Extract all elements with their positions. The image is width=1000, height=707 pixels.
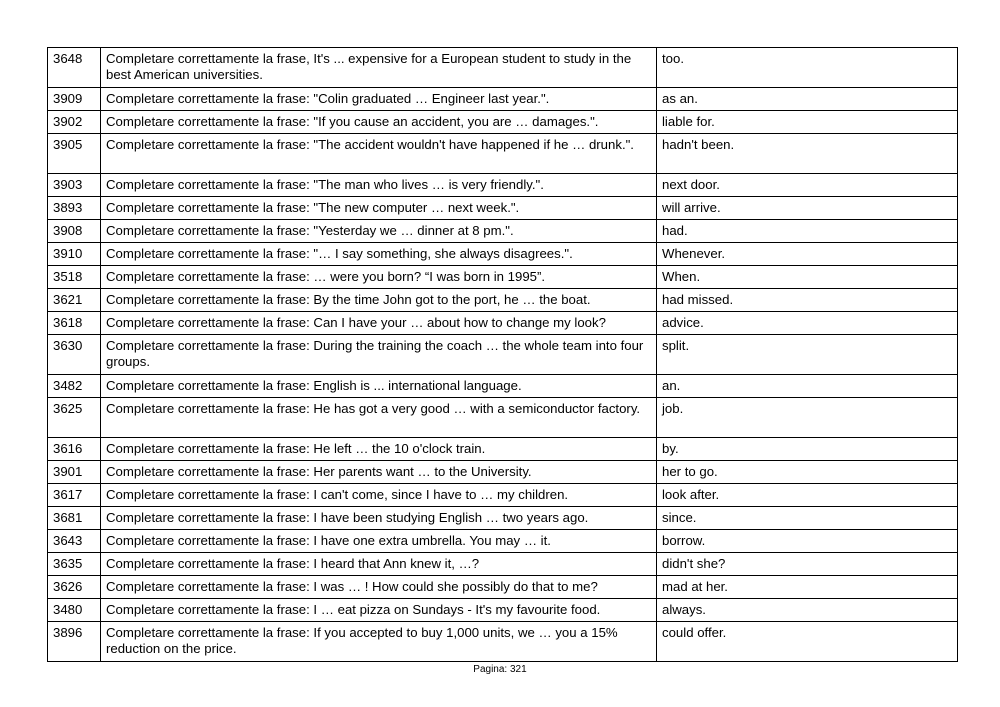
- question-text-cell: Completare correttamente la frase: "Yesterday we … dinner at 8 pm.".: [101, 220, 657, 243]
- answer-cell: Whenever.: [657, 243, 958, 266]
- question-text-cell: Completare correttamente la frase: Her parents want … to the University.: [101, 461, 657, 484]
- question-text-cell: Completare correttamente la frase, It's ... expensive for a European student to study in the best American universities.: [101, 48, 657, 88]
- question-text-cell: Completare correttamente la frase: English is ... international language.: [101, 375, 657, 398]
- question-id-cell: 3643: [48, 530, 101, 553]
- question-text-cell: Completare correttamente la frase: "If you cause an accident, you are … damages.".: [101, 111, 657, 134]
- table-row: [48, 507, 958, 530]
- question-id-cell: 3617: [48, 484, 101, 507]
- question-id-cell: 3621: [48, 289, 101, 312]
- question-text-cell: Completare correttamente la frase: I have been studying English … two years ago.: [101, 507, 657, 530]
- question-id-cell: 3893: [48, 197, 101, 220]
- answer-cell: as an.: [657, 88, 958, 111]
- question-text-cell: Completare correttamente la frase: He left … the 10 o'clock train.: [101, 438, 657, 461]
- answer-cell: advice.: [657, 312, 958, 335]
- question-text-cell: Completare correttamente la frase: I can't come, since I have to … my children.: [101, 484, 657, 507]
- question-id-cell: 3681: [48, 507, 101, 530]
- question-text-cell: Completare correttamente la frase: By the time John got to the port, he … the boat.: [101, 289, 657, 312]
- question-text-cell: Completare correttamente la frase: I have one extra umbrella. You may … it.: [101, 530, 657, 553]
- question-id-cell: 3648: [48, 48, 101, 88]
- table-row: [48, 111, 958, 134]
- answer-cell: next door.: [657, 174, 958, 197]
- answer-cell: didn't she?: [657, 553, 958, 576]
- table-row: [48, 88, 958, 111]
- answer-cell: job.: [657, 398, 958, 438]
- page-number: Pagina: 321: [473, 664, 527, 675]
- table-row: [48, 599, 958, 622]
- answer-cell: had missed.: [657, 289, 958, 312]
- question-id-cell: 3635: [48, 553, 101, 576]
- answer-cell: When.: [657, 266, 958, 289]
- table-row: [48, 484, 958, 507]
- question-text-cell: Completare correttamente la frase: He has got a very good … with a semiconductor factory.: [101, 398, 657, 438]
- answer-cell: liable for.: [657, 111, 958, 134]
- table-row: [48, 530, 958, 553]
- question-id-cell: 3630: [48, 335, 101, 375]
- question-text-cell: Completare correttamente la frase: During the training the coach … the whole team into four groups.: [101, 335, 657, 375]
- table-row: [48, 576, 958, 599]
- answer-cell: borrow.: [657, 530, 958, 553]
- answer-cell: mad at her.: [657, 576, 958, 599]
- question-text-cell: Completare correttamente la frase: "The new computer … next week.".: [101, 197, 657, 220]
- answer-cell: too.: [657, 48, 958, 88]
- answer-cell: hadn't been.: [657, 134, 958, 174]
- table-row: [48, 312, 958, 335]
- table-row: [48, 335, 958, 375]
- answer-cell: an.: [657, 375, 958, 398]
- question-text-cell: Completare correttamente la frase: … were you born? “I was born in 1995”.: [101, 266, 657, 289]
- table-row: [48, 174, 958, 197]
- quiz-table-body: [48, 48, 958, 662]
- answer-cell: had.: [657, 220, 958, 243]
- table-row: [48, 243, 958, 266]
- question-id-cell: 3896: [48, 622, 101, 662]
- table-row: [48, 553, 958, 576]
- question-id-cell: 3518: [48, 266, 101, 289]
- answer-cell: by.: [657, 438, 958, 461]
- question-text-cell: Completare correttamente la frase: "Colin graduated … Engineer last year.".: [101, 88, 657, 111]
- question-id-cell: 3616: [48, 438, 101, 461]
- question-id-cell: 3482: [48, 375, 101, 398]
- question-id-cell: 3618: [48, 312, 101, 335]
- table-row: [48, 438, 958, 461]
- answer-cell: could offer.: [657, 622, 958, 662]
- answer-cell: since.: [657, 507, 958, 530]
- question-text-cell: Completare correttamente la frase: Can I have your … about how to change my look?: [101, 312, 657, 335]
- question-text-cell: Completare correttamente la frase: "… I say something, she always disagrees.".: [101, 243, 657, 266]
- question-id-cell: 3625: [48, 398, 101, 438]
- table-row: [48, 622, 958, 662]
- question-id-cell: 3903: [48, 174, 101, 197]
- question-text-cell: Completare correttamente la frase: If you accepted to buy 1,000 units, we … you a 15% reduction on the price.: [101, 622, 657, 662]
- answer-cell: will arrive.: [657, 197, 958, 220]
- table-row: [48, 289, 958, 312]
- question-id-cell: 3626: [48, 576, 101, 599]
- table-row: [48, 197, 958, 220]
- table-row: [48, 220, 958, 243]
- table-row: [48, 48, 958, 88]
- question-id-cell: 3909: [48, 88, 101, 111]
- table-row: [48, 461, 958, 484]
- question-id-cell: 3902: [48, 111, 101, 134]
- question-text-cell: Completare correttamente la frase: I … eat pizza on Sundays - It's my favourite food.: [101, 599, 657, 622]
- table-row: [48, 266, 958, 289]
- answer-cell: her to go.: [657, 461, 958, 484]
- table-row: [48, 398, 958, 438]
- question-id-cell: 3910: [48, 243, 101, 266]
- question-text-cell: Completare correttamente la frase: "The man who lives … is very friendly.".: [101, 174, 657, 197]
- question-text-cell: Completare correttamente la frase: I heard that Ann knew it, …?: [101, 553, 657, 576]
- answer-cell: look after.: [657, 484, 958, 507]
- table-row: [48, 375, 958, 398]
- question-text-cell: Completare correttamente la frase: I was … ! How could she possibly do that to me?: [101, 576, 657, 599]
- answer-cell: split.: [657, 335, 958, 375]
- table-row: [48, 134, 958, 174]
- question-id-cell: 3901: [48, 461, 101, 484]
- question-id-cell: 3905: [48, 134, 101, 174]
- quiz-table: [47, 47, 958, 662]
- question-text-cell: Completare correttamente la frase: "The accident wouldn't have happened if he … drunk.".: [101, 134, 657, 174]
- question-id-cell: 3480: [48, 599, 101, 622]
- question-id-cell: 3908: [48, 220, 101, 243]
- answer-cell: always.: [657, 599, 958, 622]
